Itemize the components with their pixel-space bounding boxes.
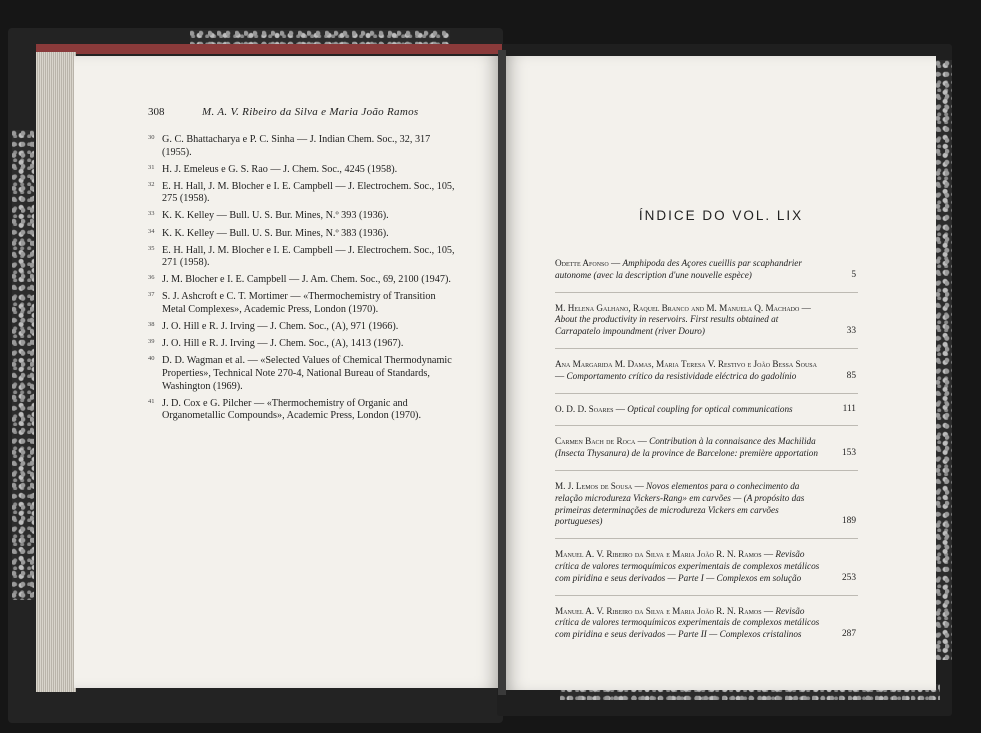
reference-item <box>148 274 460 287</box>
entry-title: Revisão crítica de valores termoquímicos experimentais de complexos metálicos com piridina e seus derivados — Parte II — Complexos cristalinos <box>555 605 820 640</box>
entry-title: Comportamento crítico da resistividade eléctrica do gadolínio <box>566 370 797 381</box>
toc-entry: Manuel A. V. Ribeiro da Silva e Maria João R. N. Ramos — Revisão crítica de valores termoquímicos experimentais de complexos metálicos com piridina e seus derivados — Parte I — Complexos em solução 253 <box>555 549 856 583</box>
entry-divider <box>555 292 858 293</box>
marbled-cover-right <box>936 60 952 660</box>
entry-author: Odette Afonso <box>555 258 609 268</box>
reference-number: 41 <box>148 397 155 405</box>
reference-item <box>148 245 460 270</box>
index-title: ÍNDICE DO VOL. LIX <box>638 208 804 223</box>
toc-entry: M. J. Lemos de Sousa — Novos elementos para o conhecimento da relação microdureza Vickers-Rang» em carvões — (A propósito das primeiras determinações de microdureza Vickers em carvões portugueses) 189 <box>555 480 856 527</box>
book-gutter <box>498 50 506 695</box>
reference-text: H. J. Emeleus e G. S. Rao — J. Chem. Soc., 4245 (1958). <box>162 163 398 175</box>
reference-text: E. H. Hall, J. M. Blocher e I. E. Campbell — J. Electrochem. Soc., 105, 271 (1958). <box>162 244 455 269</box>
reference-text: J. M. Blocher e I. E. Campbell — J. Am. Chem. Soc., 69, 2100 (1947). <box>162 274 451 286</box>
entry-title: Amphipoda des Açores cueillis par scaphandrier autonome (avec la description d'une nouvelle espèce) <box>555 258 802 280</box>
reference-item <box>148 398 460 423</box>
reference-item <box>148 181 460 206</box>
reference-text: J. D. Cox e G. Pilcher — «Thermochemistry of Organic and Organometallic Compounds», Academic Press, London (1970). <box>162 397 421 422</box>
reference-text: G. C. Bhattacharya e P. C. Sinha — J. Indian Chem. Soc., 32, 317 (1955). <box>162 134 431 158</box>
reference-text: K. K. Kelley — Bull. U. S. Bur. Mines, N.º 383 (1936). <box>162 227 389 239</box>
running-head: M. A. V. Ribeiro da Silva e Maria João Ramos <box>202 106 419 118</box>
reference-item <box>148 355 460 393</box>
reference-item <box>148 210 460 223</box>
toc-entry: Carmen Bach de Roca — Contribution à la connaisance des Machilida (Insecta Thysanura) de la province de Barcelone: première apportation 153 <box>555 436 856 459</box>
reference-number: 34 <box>148 227 155 235</box>
reference-text: J. O. Hill e R. J. Irving — J. Chem. Soc., (A), 1413 (1967). <box>162 338 404 350</box>
reference-number: 30 <box>148 134 155 141</box>
entry-page-number: 287 <box>841 629 856 640</box>
reference-item <box>148 321 460 334</box>
marbled-cover-left <box>12 130 34 600</box>
reference-item <box>148 291 460 316</box>
red-page-edge <box>36 44 502 54</box>
reference-text: S. J. Ashcroft e C. T. Mortimer — «Thermochemistry of Transition Metal Complexes», Academic Press, London (1970). <box>162 291 436 316</box>
reference-number: 38 <box>148 321 155 329</box>
reference-item <box>148 338 460 351</box>
entry-divider <box>555 348 858 349</box>
entry-title: Optical coupling for optical communications <box>627 403 793 414</box>
reference-number: 37 <box>148 291 155 299</box>
toc-entry: Manuel A. V. Ribeiro da Silva e Maria João R. N. Ramos — Revisão crítica de valores termoquímicos experimentais de complexos metálicos com piridina e seus derivados — Parte II — Complexos cristalinos 287 <box>555 605 856 640</box>
reference-list <box>148 134 460 427</box>
page-number: 308 <box>148 106 165 118</box>
entry-divider <box>555 425 858 426</box>
toc-entry: Ana Margarida M. Damas, Maria Teresa V. Restivo e João Bessa Sousa — Comportamento crítico da resistividade eléctrica do gadolínio 85 <box>555 358 856 381</box>
toc-entry: Odette Afonso — Amphipoda des Açores cueillis par scaphandrier autonome (avec la description d'une nouvelle espèce) 5 <box>555 258 856 280</box>
page-stack-edge <box>36 52 76 692</box>
reference-number: 39 <box>148 338 155 346</box>
reference-number: 31 <box>148 163 155 171</box>
entry-title: About the productivity in reservoirs. First results obtained at Carrapatelo impoundment (river Douro) <box>555 314 779 337</box>
entry-page-number: 85 <box>846 370 856 381</box>
reference-number: 35 <box>148 244 155 252</box>
entry-divider <box>555 470 858 471</box>
table-of-contents <box>555 258 858 651</box>
entry-page-number: 111 <box>842 403 856 414</box>
reference-item <box>148 228 460 241</box>
entry-author: Manuel A. V. Ribeiro da Silva e Maria João R. N. Ramos <box>555 605 762 616</box>
entry-title: Contribution à la connaisance des Machilida (Insecta Thysanura) de la province de Barcelone: première apportation <box>555 436 818 459</box>
entry-author: M. Helena Galhano, Raquel Branco and M. Manuela Q. Machado <box>555 302 800 313</box>
entry-author: Manuel A. V. Ribeiro da Silva e Maria João R. N. Ramos <box>555 549 762 560</box>
entry-author: Carmen Bach de Roca <box>555 436 636 447</box>
entry-title: Revisão crítica de valores termoquímicos experimentais de complexos metálicos com piridina e seus derivados — Parte I — Complexos em solução <box>555 549 820 583</box>
entry-author: M. J. Lemos de Sousa <box>555 480 633 491</box>
entry-title: Novos elementos para o conhecimento da relação microdureza Vickers-Rang» em carvões — (A propósito das primeiras determinações de microdureza Vickers em carvões portugueses) <box>555 480 805 527</box>
entry-page-number: 189 <box>841 516 856 527</box>
entry-author: Ana Margarida M. Damas, Maria Teresa V. Restivo e João Bessa Sousa <box>555 358 817 369</box>
reference-item <box>148 134 460 159</box>
entry-divider <box>555 393 858 394</box>
reference-number: 33 <box>148 210 155 218</box>
reference-number: 40 <box>148 355 155 363</box>
reference-text: E. H. Hall, J. M. Blocher e I. E. Campbell — J. Electrochem. Soc., 105, 275 (1958). <box>162 180 455 205</box>
entry-divider <box>555 595 858 596</box>
entry-author: O. D. D. Soares <box>555 403 614 414</box>
toc-entry: O. D. D. Soares — Optical coupling for optical communications 111 <box>555 403 856 414</box>
entry-page-number: 5 <box>851 269 856 280</box>
entry-page-number: 33 <box>846 326 856 337</box>
reference-text: D. D. Wagman et al. — «Selected Values of Chemical Thermodynamic Properties», Technical Note 270-4, National Bureau of Standards, Washington (1969). <box>162 355 452 392</box>
toc-entry: M. Helena Galhano, Raquel Branco and M. Manuela Q. Machado — About the productivity in reservoirs. First results obtained at Carrapatelo impoundment (river Douro) 33 <box>555 302 856 337</box>
reference-number: 32 <box>148 180 155 188</box>
reference-item <box>148 164 460 177</box>
entry-divider <box>555 538 858 539</box>
reference-number: 36 <box>148 274 155 282</box>
reference-text: K. K. Kelley — Bull. U. S. Bur. Mines, N.º 393 (1936). <box>162 210 389 222</box>
entry-page-number: 153 <box>841 448 856 459</box>
entry-page-number: 253 <box>841 572 856 583</box>
reference-text: J. O. Hill e R. J. Irving — J. Chem. Soc., (A), 971 (1966). <box>162 321 399 333</box>
